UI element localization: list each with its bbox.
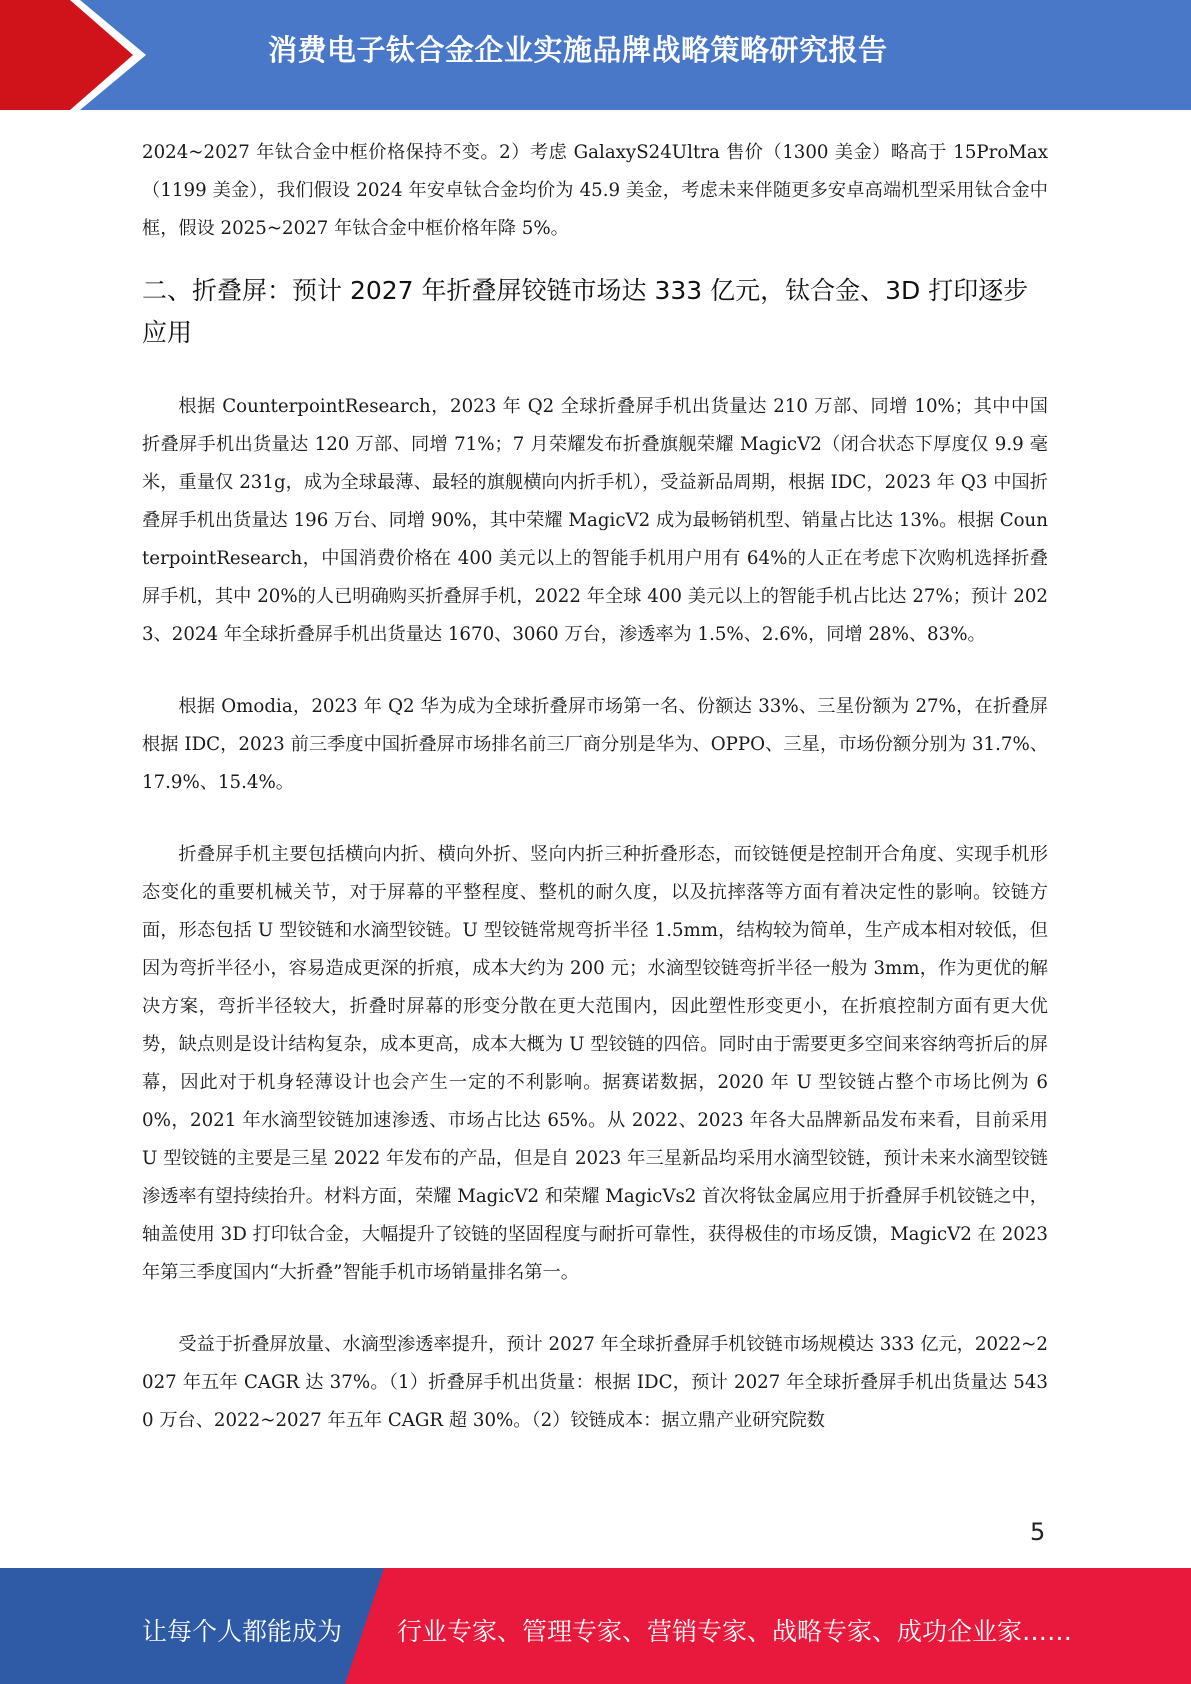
paragraph-5: 受益于折叠屏放量、水滴型渗透率提升，预计 2027 年全球折叠屏手机铰链市场规模达 333 亿元，2022~2027 年五年 CAGR 达 37%。（1）折叠屏手机出货量：根据 IDC，预计 2027 年全球折叠屏手机出货量达 5430 万台、2022~2027 年五年 CAGR 超 30%。（2）铰链成本：据立鼎产业研究院数 bbox=[142, 1334, 1048, 1431]
paragraph-4: 折叠屏手机主要包括横向内折、横向外折、竖向内折三种折叠形态，而铰链便是控制开合角度、实现手机形态变化的重要机械关节，对于屏幕的平整程度、整机的耐久度，以及抗摔落等方面有着决定性的影响。铰链方面，形态包括 U 型铰链和水滴型铰链。U 型铰链常规弯折半径 1.5mm，结构较为简单，生产成本相对较低，但因为弯折半径小，容易造成更深的折痕，成本大约为 200 元；水滴型铰链弯折半径一般为 3mm，作为更优的解决方案，弯折半径较大，折叠时屏幕的形变分散在更大范围内，因此塑性形变更小，在折痕控制方面有更大优势，缺点则是设计结构复杂，成本更高，成本大概为 U 型铰链的四倍。同时由于需要更多空间来容纳弯折后的屏幕，因此对于机身轻薄设计也会产生一定的不利影响。据赛诺数据，2020 年 U 型铰链占整个市场比例为 60%，2021 年水滴型铰链加速渗透、市场占比达 65%。从 2022、2023 年各大品牌新品发布来看，目前采用 U 型铰链的主要是三星 2022 年发布的产品，但是自 2023 年三星新品均采用水滴型铰链，预计未来水滴型铰链渗透率有望持续抬升。材料方面，荣耀 MagicV2 和荣耀 MagicVs2 首次将钛金属应用于折叠屏手机铰链之中，轴盖使用 3D 打印钛合金，大幅提升了铰链的坚固程度与耐折可靠性，获得极佳的市场反馈，MagicV2 在 2023 年第三季度国内“大折叠”智能手机市场销量排名第一。 bbox=[142, 844, 1048, 1283]
paragraph-1: 2024~2027 年钛合金中框价格保持不变。2）考虑 GalaxyS24Ultra 售价（1300 美金）略高于 15ProMax（1199 美金），我们假设 2024 年安卓钛合金均价为 45.9 美金，考虑未来伴随更多安卓高端机型采用钛合金中框，假设 2025~2027 年钛合金中框价格年降 5%。 bbox=[142, 142, 1048, 239]
paragraph-2: 根据 CounterpointResearch，2023 年 Q2 全球折叠屏手机出货量达 210 万部、同增 10%；其中中国折叠屏手机出货量达 120 万部、同增 71%；7 月荣耀发布折叠旗舰荣耀 MagicV2（闭合状态下厚度仅 9.9 毫米，重量仅 231g，成为全球最薄、最轻的旗舰横向内折手机），受益新品周期，根据 IDC，2023 年 Q3 中国折叠屏手机出货量达 196 万台、同增 90%，其中荣耀 MagicV2 成为最畅销机型、销量占比达 13%。根据 CounterpointResearch，中国消费价格在 400 美元以上的智能手机用户用有 64%的人正在考虑下次购机选择折叠屏手机，其中 20%的人已明确购买折叠屏手机，2022 年全球 400 美元以上的智能手机占比达 27%；预计 2023、2024 年全球折叠屏手机出货量达 1670、3060 万台，渗透率为 1.5%、2.6%，同增 28%、83%。 bbox=[142, 396, 1048, 645]
page-header bbox=[0, 0, 1191, 110]
paragraph-3: 根据 Omodia，2023 年 Q2 华为成为全球折叠屏市场第一名、份额达 33%、三星份额为 27%，在折叠屏根据 IDC，2023 前三季度中国折叠屏市场排名前三厂商分别是华为、OPPO、三星，市场份额分别为 31.7%、17.9%、15.4%。 bbox=[142, 696, 1048, 793]
header-red-chevron bbox=[0, 0, 148, 110]
footer-slogan-right: 行业专家、管理专家、营销专家、战略专家、成功企业家…… bbox=[397, 1617, 1073, 1646]
report-title: 消费电子钛合金企业实施品牌战略策略研究报告 bbox=[268, 33, 888, 67]
section-heading: 二、折叠屏：预计 2027 年折叠屏铰链市场达 333 亿元，钛合金、3D 打印逐步应用 bbox=[142, 276, 1029, 347]
page-footer bbox=[0, 1568, 1191, 1684]
main-content bbox=[142, 134, 1048, 1440]
footer-slogan-left: 让每个人都能成为 bbox=[142, 1617, 343, 1646]
page-number: 5 bbox=[1030, 1518, 1046, 1546]
